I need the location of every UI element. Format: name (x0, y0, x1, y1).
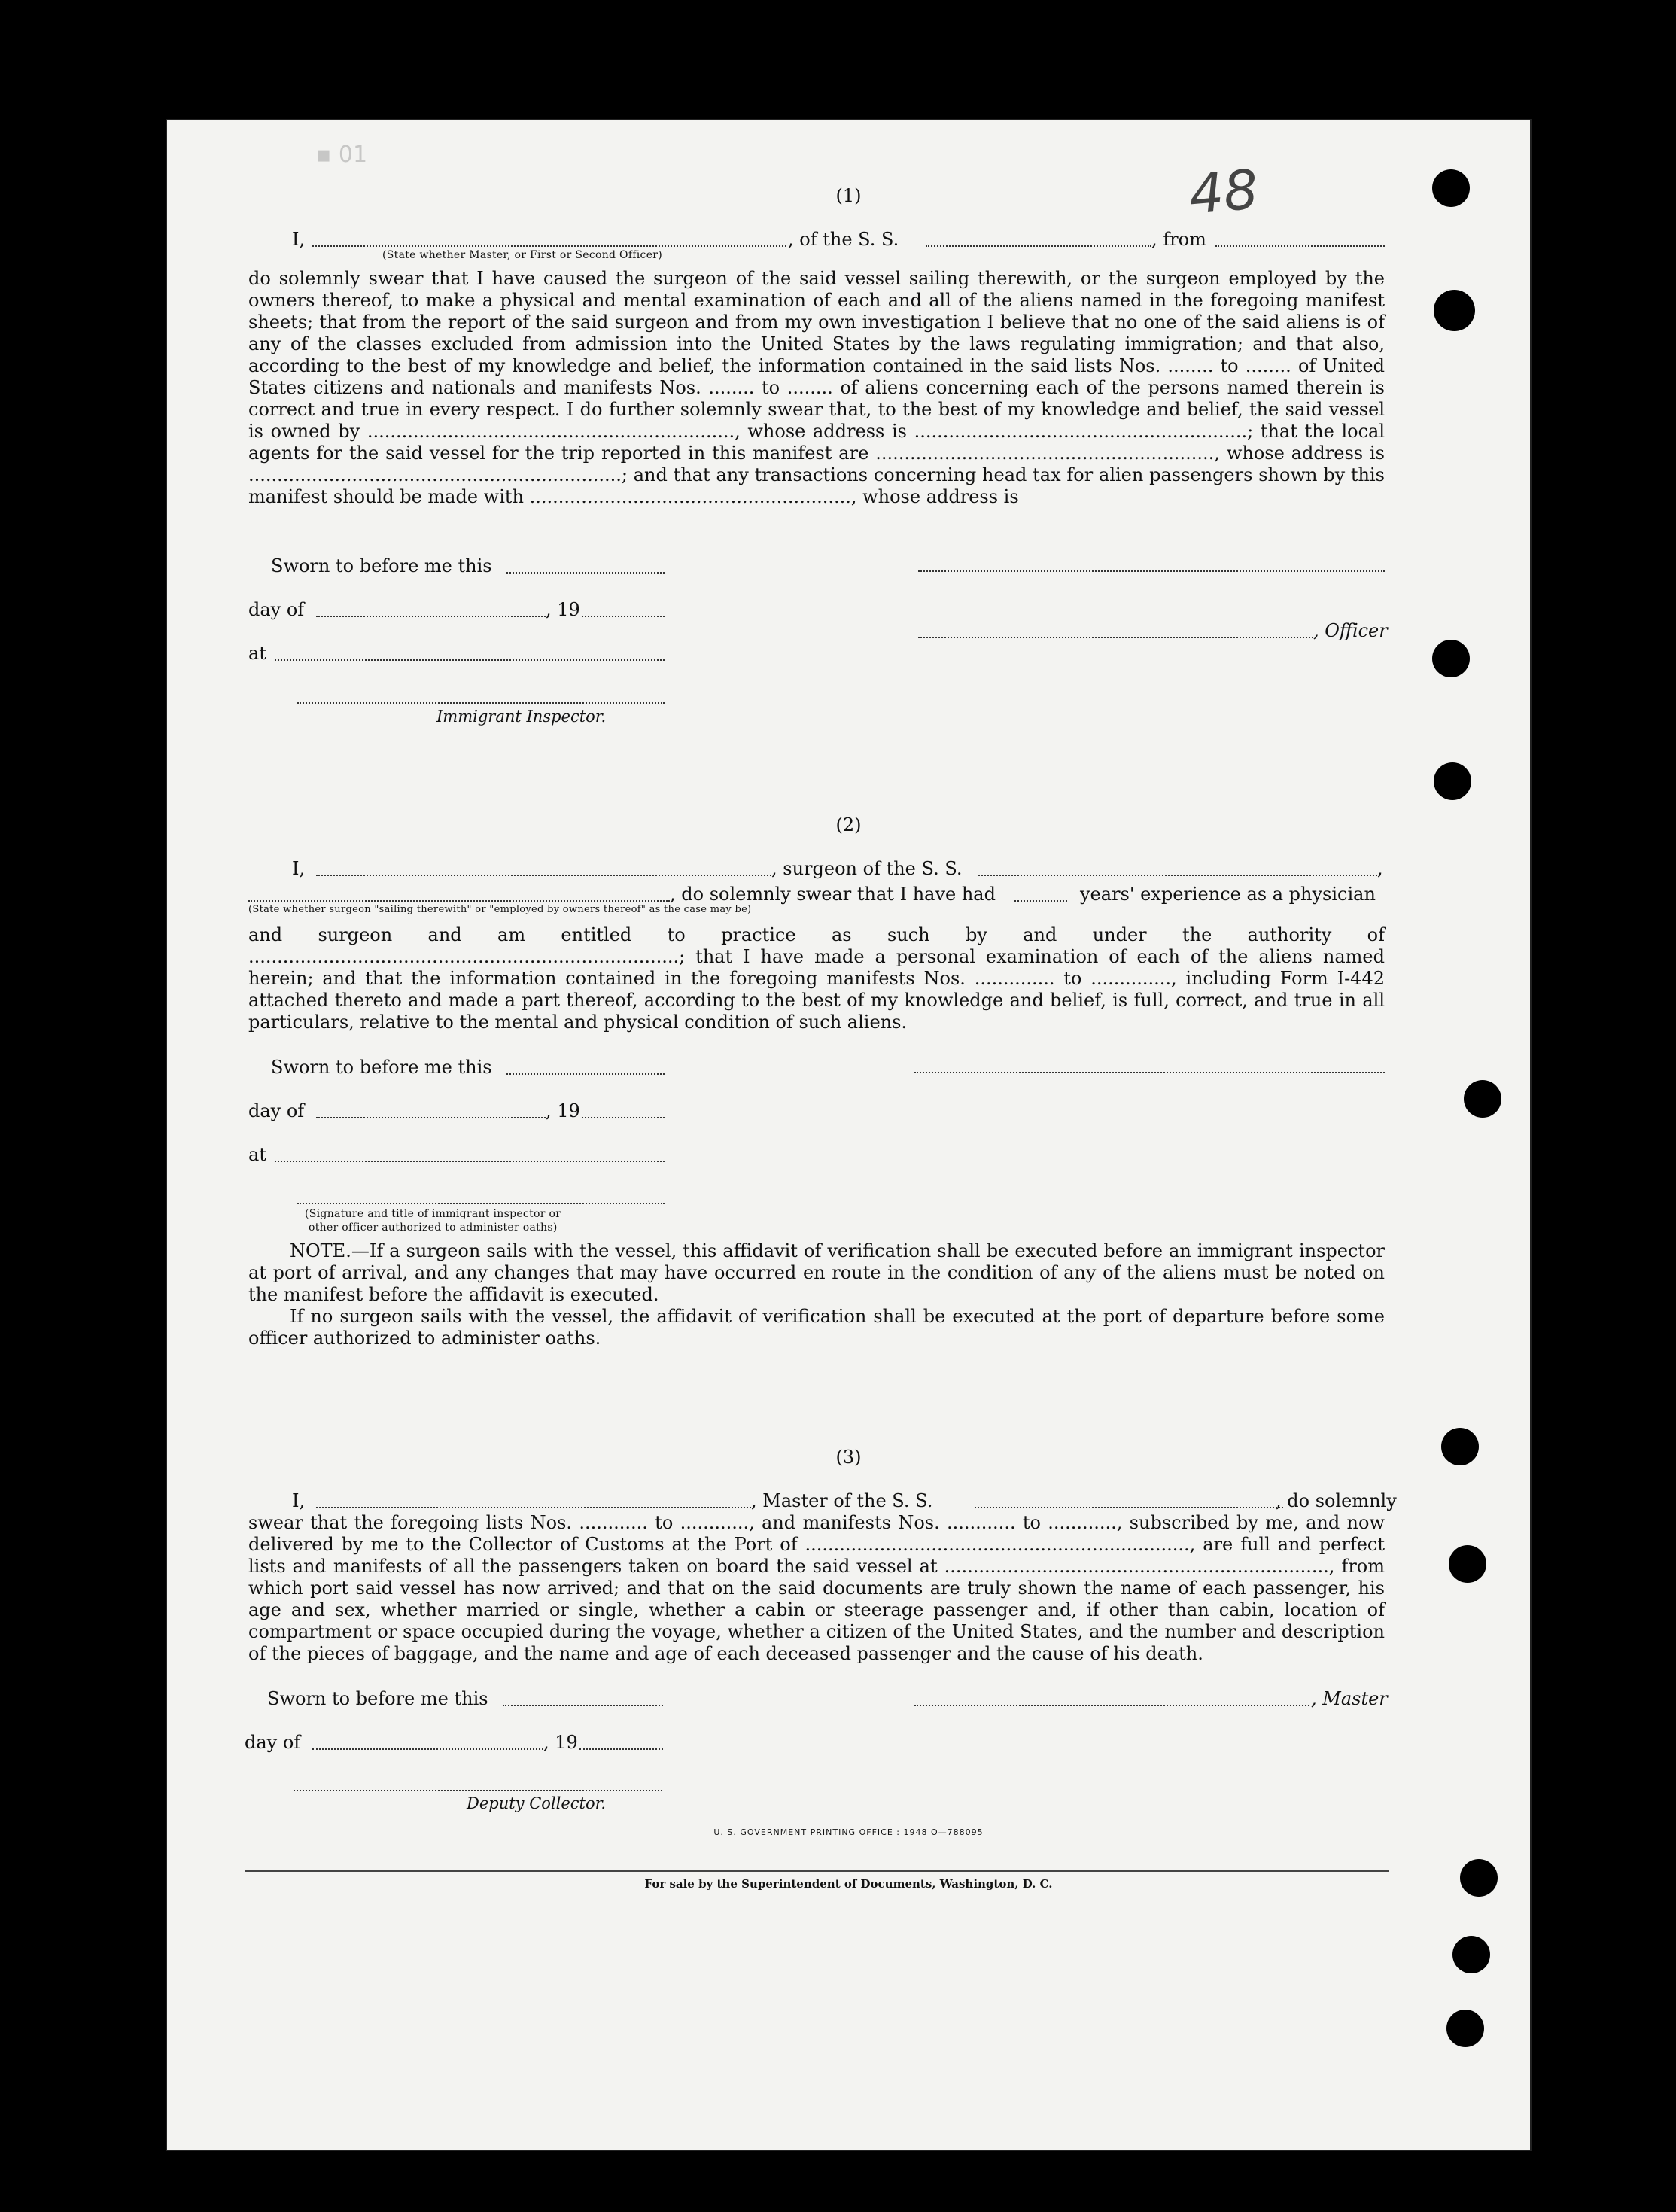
section3-master-title: , Master (1311, 1688, 1388, 1709)
section1-from-label: , from (1151, 229, 1206, 250)
section1-heading: (1) (835, 185, 862, 206)
collector-signature-line[interactable] (294, 1790, 662, 1791)
section1-officer-signature-line[interactable] (918, 570, 1385, 572)
punch-hole (1432, 169, 1470, 207)
section2-note-1: NOTE.—If a surgeon sails with the vessel, this affidavit of verification shall be executed before an immigrant inspector at port of arrival, and any changes that may have occurred en route in the condition of any of the aliens must be noted on the manifest before the affidavit is executed. (248, 1240, 1385, 1305)
section2-day-of: day of (248, 1100, 305, 1121)
section1-inspector-label: Immigrant Inspector. (436, 707, 607, 726)
section1-sworn-field[interactable] (506, 572, 665, 574)
footer-rule (245, 1870, 1389, 1872)
section1-day-of: day of (248, 599, 305, 620)
section3-year-field[interactable] (579, 1748, 663, 1750)
section2-day-field[interactable] (316, 1117, 546, 1118)
punch-hole (1434, 290, 1475, 331)
section3-sworn-field[interactable] (503, 1705, 663, 1706)
section2-sig-note-2: other officer authorized to administer oaths) (309, 1222, 558, 1234)
section1-inspector-line[interactable] (297, 702, 665, 704)
section2-year: , 19 (546, 1100, 580, 1121)
section2-sworn-field[interactable] (506, 1073, 665, 1075)
section2-at-field[interactable] (275, 1161, 665, 1162)
handwritten-page-number: 48 (1186, 157, 1261, 227)
section2-sub-note: (State whether surgeon "sailing therewith" or "employed by owners thereof" as the case may be) (248, 904, 752, 915)
officer-name-field[interactable] (312, 245, 786, 247)
years-experience-field[interactable] (1014, 900, 1067, 902)
section2-year-field[interactable] (582, 1117, 665, 1118)
section2-inspector-line[interactable] (297, 1203, 665, 1204)
section1-i: I, (292, 229, 306, 250)
section2-sig-note-1: (Signature and title of immigrant inspector or (305, 1208, 561, 1220)
section1-at-field[interactable] (275, 659, 665, 661)
vessel-name-field[interactable] (926, 245, 1151, 247)
punch-hole (1434, 762, 1471, 800)
section2-swear-label: , do solemnly swear that I have had (670, 884, 996, 905)
section2-heading: (2) (835, 814, 862, 835)
section3-heading: (3) (835, 1447, 862, 1468)
section2-years-label: years' experience as a physician (1080, 884, 1376, 905)
surgeon-status-field[interactable] (248, 900, 670, 902)
from-port-field[interactable] (1215, 245, 1385, 247)
section1-officer-label: , Officer (1313, 620, 1388, 641)
master-name-field[interactable] (316, 1507, 751, 1508)
punch-hole (1432, 640, 1470, 677)
section2-i: I, (292, 858, 306, 879)
section2-at: at (248, 1144, 266, 1165)
section2-body: and surgeon and am entitled to practice as such by and under the authority of ...........................................................................; that I have made a personal examination of each of the aliens named herein; and that the information contained in the foregoing manifests Nos. .............. to .............., including Form I-442 attached thereto and made a part thereof, according to the best of my knowledge and belief, is full, correct, and true in all particulars, relative to the mental and physical condition of such aliens. (248, 924, 1385, 1033)
section2-surgeon-signature-line[interactable] (914, 1072, 1385, 1073)
section1-body: do solemnly swear that I have caused the surgeon of the said vessel sailing therewith, or the surgeon employed by the owners thereof, to make a physical and mental examination of each and all of the aliens named in the foregoing manifest sheets; that from the report of the said surgeon and from my own investigation I believe that no one of the said aliens is of any of the classes excluded from admission into the United States by the laws regulating immigration; and that also, according to the best of my knowledge and belief, the information contained in the said lists Nos. ........ to ........ of United States citizens and nationals and manifests Nos. ........ to ........ of aliens concerning each of the persons named therein is correct and true in every respect. I do further solemnly swear that, to the best of my knowledge and belief, the said vessel is owned by ................................................................, whose address is ..........................................................; that the local agents for the said vessel for the trip reported in this manifest are ..........................................................., whose address is .................................................................; and that any transactions concerning head tax for alien passengers shown by this manifest should be made with ........................................................, whose address is (248, 268, 1385, 507)
section2-vessel-field[interactable] (978, 875, 1377, 876)
section3-swear-label: , do solemnly (1276, 1490, 1397, 1511)
section1-sworn: Sworn to before me this (271, 555, 492, 577)
section1-officer-title-line[interactable] (918, 637, 1313, 638)
section1-at: at (248, 643, 266, 664)
punch-hole (1464, 1080, 1501, 1118)
section1-sub-note: (State whether Master, or First or Second Officer) (382, 249, 663, 261)
section1-ss-label: , of the S. S. (788, 229, 899, 250)
bleed-through-text: ▪ 01 (316, 141, 368, 168)
section3-sworn: Sworn to before me this (267, 1688, 488, 1709)
punch-hole (1449, 1545, 1486, 1583)
section2-note-2: If no surgeon sails with the vessel, the affidavit of verification shall be executed at the port of departure before some officer authorized to administer oaths. (248, 1306, 1385, 1349)
section3-body: swear that the foregoing lists Nos. ............ to ............, and manifests Nos. ............ to ............, subscribed by me, and now delivered by me to the Collector of Customs at the Port of ..................................................................., are full and perfect lists and manifests of all the passengers taken on board the said vessel at ..................................................................., from which port said vessel has now arrived; and that on the said documents are truly shown the name of each passenger, his age and sex, whether married or single, whether a cabin or steerage passenger and, if other than cabin, location of compartment or space occupied during the voyage, whether a citizen of the United States, and the number and description of the pieces of baggage, and the name and age of each deceased passenger and the cause of his death. (248, 1512, 1385, 1664)
printing-office-line: U. S. GOVERNMENT PRINTING OFFICE : 1948 O—788095 (713, 1827, 984, 1837)
section3-day-field[interactable] (312, 1748, 543, 1750)
section1-year: , 19 (546, 599, 580, 620)
form-page (166, 119, 1532, 2151)
section2-surgeon-label: , surgeon of the S. S. (771, 858, 963, 879)
section3-vessel-field[interactable] (975, 1507, 1283, 1508)
section2-sworn: Sworn to before me this (271, 1057, 492, 1078)
punch-hole (1441, 1428, 1479, 1465)
section3-day-of: day of (245, 1732, 301, 1753)
punch-hole (1460, 1859, 1498, 1897)
section3-year: , 19 (543, 1732, 578, 1753)
punch-hole (1452, 1936, 1490, 1973)
surgeon-name-field[interactable] (316, 875, 771, 876)
punch-hole (1446, 2010, 1484, 2047)
section3-collector-label: Deputy Collector. (467, 1794, 607, 1812)
section1-day-field[interactable] (316, 616, 546, 617)
section1-year-field[interactable] (582, 616, 665, 617)
section3-master-label: , Master of the S. S. (751, 1490, 933, 1511)
section2-comma: , (1377, 858, 1383, 879)
sale-notice: For sale by the Superintendent of Documents, Washington, D. C. (644, 1877, 1053, 1891)
section3-i: I, (292, 1490, 306, 1511)
master-signature-line[interactable] (914, 1705, 1309, 1706)
